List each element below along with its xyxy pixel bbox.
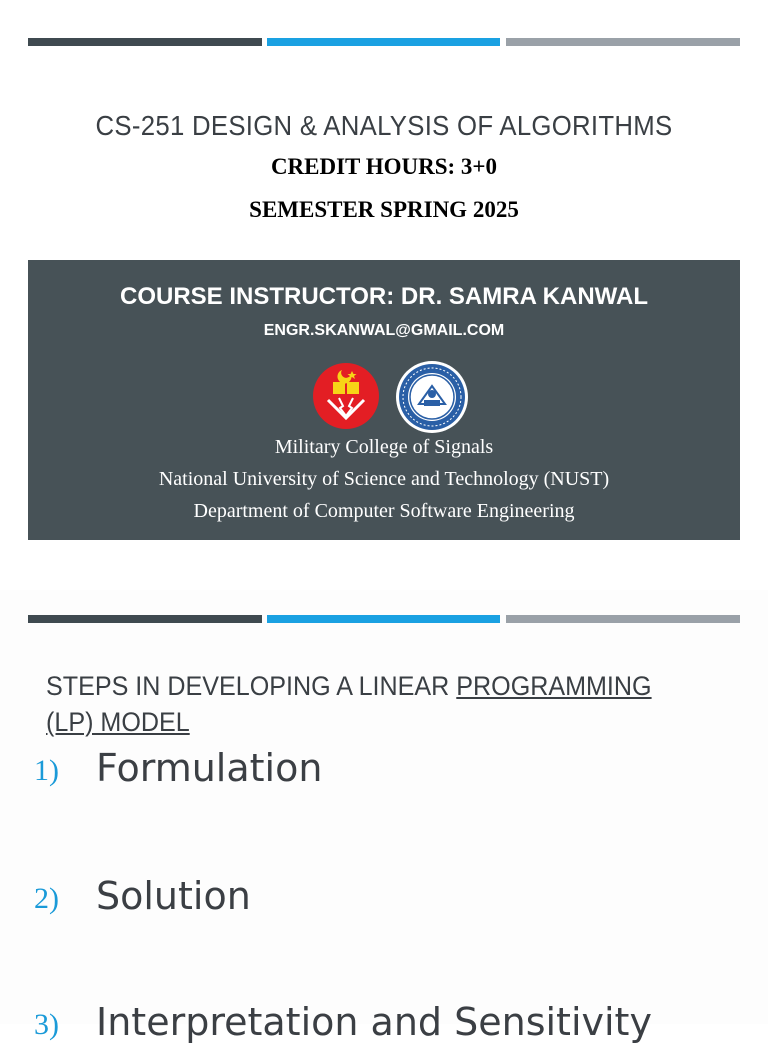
nust-seal-logo [395,360,469,434]
accent-bar-dark [28,38,262,46]
slide-title [46,668,678,740]
mcs-crest-logo [312,360,380,430]
step-number: 3) [34,1008,59,1041]
accent-bar-dark [28,615,262,623]
semester: SEMESTER SPRING 2025 [249,197,519,222]
slide-title-plain: STEPS IN DEVELOPING A LINEAR [46,671,457,701]
logo-row [312,360,472,434]
instructor-panel [28,260,740,540]
accent-bar [28,38,740,46]
lp-steps-slide [0,590,768,1044]
step-number: 2) [34,882,59,915]
institution-line: Department of Computer Software Engineering [193,500,575,522]
step-text: Interpretation and Sensitivity [96,1000,652,1044]
step-text: Solution [96,874,251,918]
institution-line: National University of Science and Technology (NUST) [158,468,610,490]
accent-bar-gray [506,615,740,623]
instructor-email: ENGR.SKANWAL@GMAIL.COM [263,322,505,339]
credit-hours: CREDIT HOURS: 3+0 [270,154,498,179]
instructor-name: COURSE INSTRUCTOR: DR. SAMRA KANWAL [120,283,648,310]
accent-bar-gray [506,38,740,46]
step-number: 1) [34,754,59,787]
step-item [0,1000,768,1060]
slide-title-underlined: PROGRAMMING (LP) MODEL [46,671,652,737]
accent-bar-blue [267,615,500,623]
accent-bar [28,615,740,623]
institution-line: Military College of Signals [274,436,494,458]
course-title: CS-251 DESIGN & ANALYSIS OF ALGORITHMS [95,110,673,141]
accent-bar-blue [267,38,500,46]
step-text: Formulation [96,746,323,790]
step-item [0,874,768,934]
step-item [0,746,768,806]
